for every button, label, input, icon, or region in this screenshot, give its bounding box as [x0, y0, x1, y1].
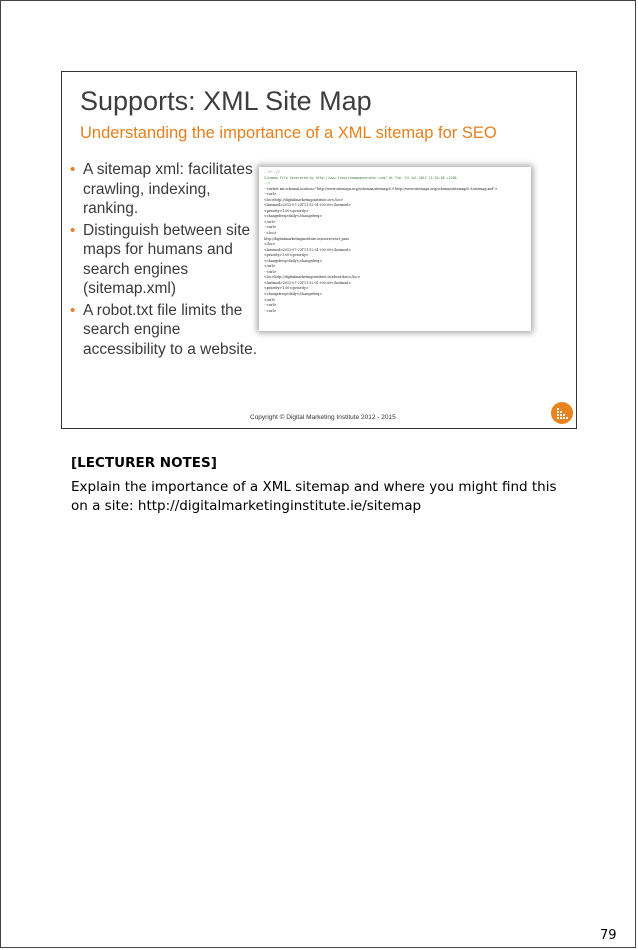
xml-line: <lastmod>2012-07-23T11:52:01+00:00</lastmod> [264, 247, 351, 252]
xml-line: - <url> [264, 269, 277, 274]
bullet-list [70, 160, 266, 361]
xml-sitemap-screenshot [259, 167, 531, 331]
notes-line: on a site: http://digitalmarketinginstitute.ie/sitemap [71, 498, 422, 514]
xml-line: </url> [264, 297, 276, 302]
xml-line: - <urlset xsi:schemaLocation="http://www.sitemaps.org/schemas/sitemap/0.9 http://www.sitemaps.org/schemas/sitemap/0.9/sitemap.xsd"> [264, 186, 498, 191]
slide-subtitle: Understanding the importance of a XML sitemap for SEO [80, 124, 497, 142]
xml-line: <loc>http://digitalmarketinginstitute.ie/about-dmi</loc> [264, 275, 361, 280]
xml-line: <priority>1.00</priority> [264, 253, 309, 258]
xml-line: - <url> [264, 192, 277, 197]
xml-line: --> [264, 181, 270, 186]
slide-thumbnail [61, 71, 577, 429]
xml-line: - <url> [264, 225, 277, 230]
xml-line: - <!--// [264, 170, 280, 174]
page-number: 79 [600, 928, 617, 943]
xml-line: <changefreq>daily</changefreq> [264, 214, 323, 219]
dmi-logo-icon [551, 402, 573, 424]
bullet-icon: • [70, 161, 76, 178]
xml-line: <lastmod>2012-07-23T11:52:01+00:00</lastmod> [264, 280, 351, 285]
xml-line: - <url> [264, 303, 277, 308]
lecturer-notes-body [71, 478, 571, 516]
bullet-icon: • [70, 221, 76, 239]
xml-line: </loc> [264, 242, 276, 247]
notes-line: Explain the importance of a XML sitemap and where you might find this [71, 479, 557, 495]
xml-line: </url> [264, 219, 276, 224]
xml-line: <lastmod>2012-07-23T11:52:01+00:00</lastmod> [264, 203, 351, 208]
xml-line: <changefreq>daily</changefreq> [264, 292, 323, 297]
xml-line: </url> [264, 264, 276, 269]
dmi-logo-glyph [555, 406, 569, 420]
bullet-text: A robot.txt file limits the search engine accessibility to a website. [83, 301, 258, 358]
bullet-item [70, 160, 266, 219]
xml-line: <changefreq>daily</changefreq> [264, 258, 323, 263]
slide-title: Supports: XML Site Map [80, 86, 372, 116]
xml-line: Sitemap File Generated by http://www.freesitemapgenerator.com/ at Tue, 24 Jul 2012 11:52:00 +1200 [264, 175, 457, 180]
xml-line: <loc>http://digitalmarketinginstitute.ie/</loc> [264, 197, 344, 202]
xml-line: <priority>1.00</priority> [264, 208, 309, 213]
bullet-text: A sitemap xml: facilitates crawling, indexing, ranking. [83, 161, 253, 217]
copyright-text: Copyright © Digital Marketing Institute 2012 - 2015 [250, 414, 396, 421]
xml-line: - <url> [264, 308, 277, 313]
xml-line: http://digitalmarketinginstitute.ie/users/reset_pass [264, 236, 350, 241]
bullet-item [70, 301, 266, 360]
xml-line: <priority>1.00</priority> [264, 286, 309, 291]
xml-line: - <loc> [264, 231, 277, 236]
bullet-text: Distinguish between site maps for humans and search engines (sitemap.xml) [83, 221, 251, 297]
bullet-item [70, 221, 266, 299]
lecturer-notes-heading: [LECTURER NOTES] [71, 455, 217, 471]
bullet-icon: • [70, 301, 76, 319]
